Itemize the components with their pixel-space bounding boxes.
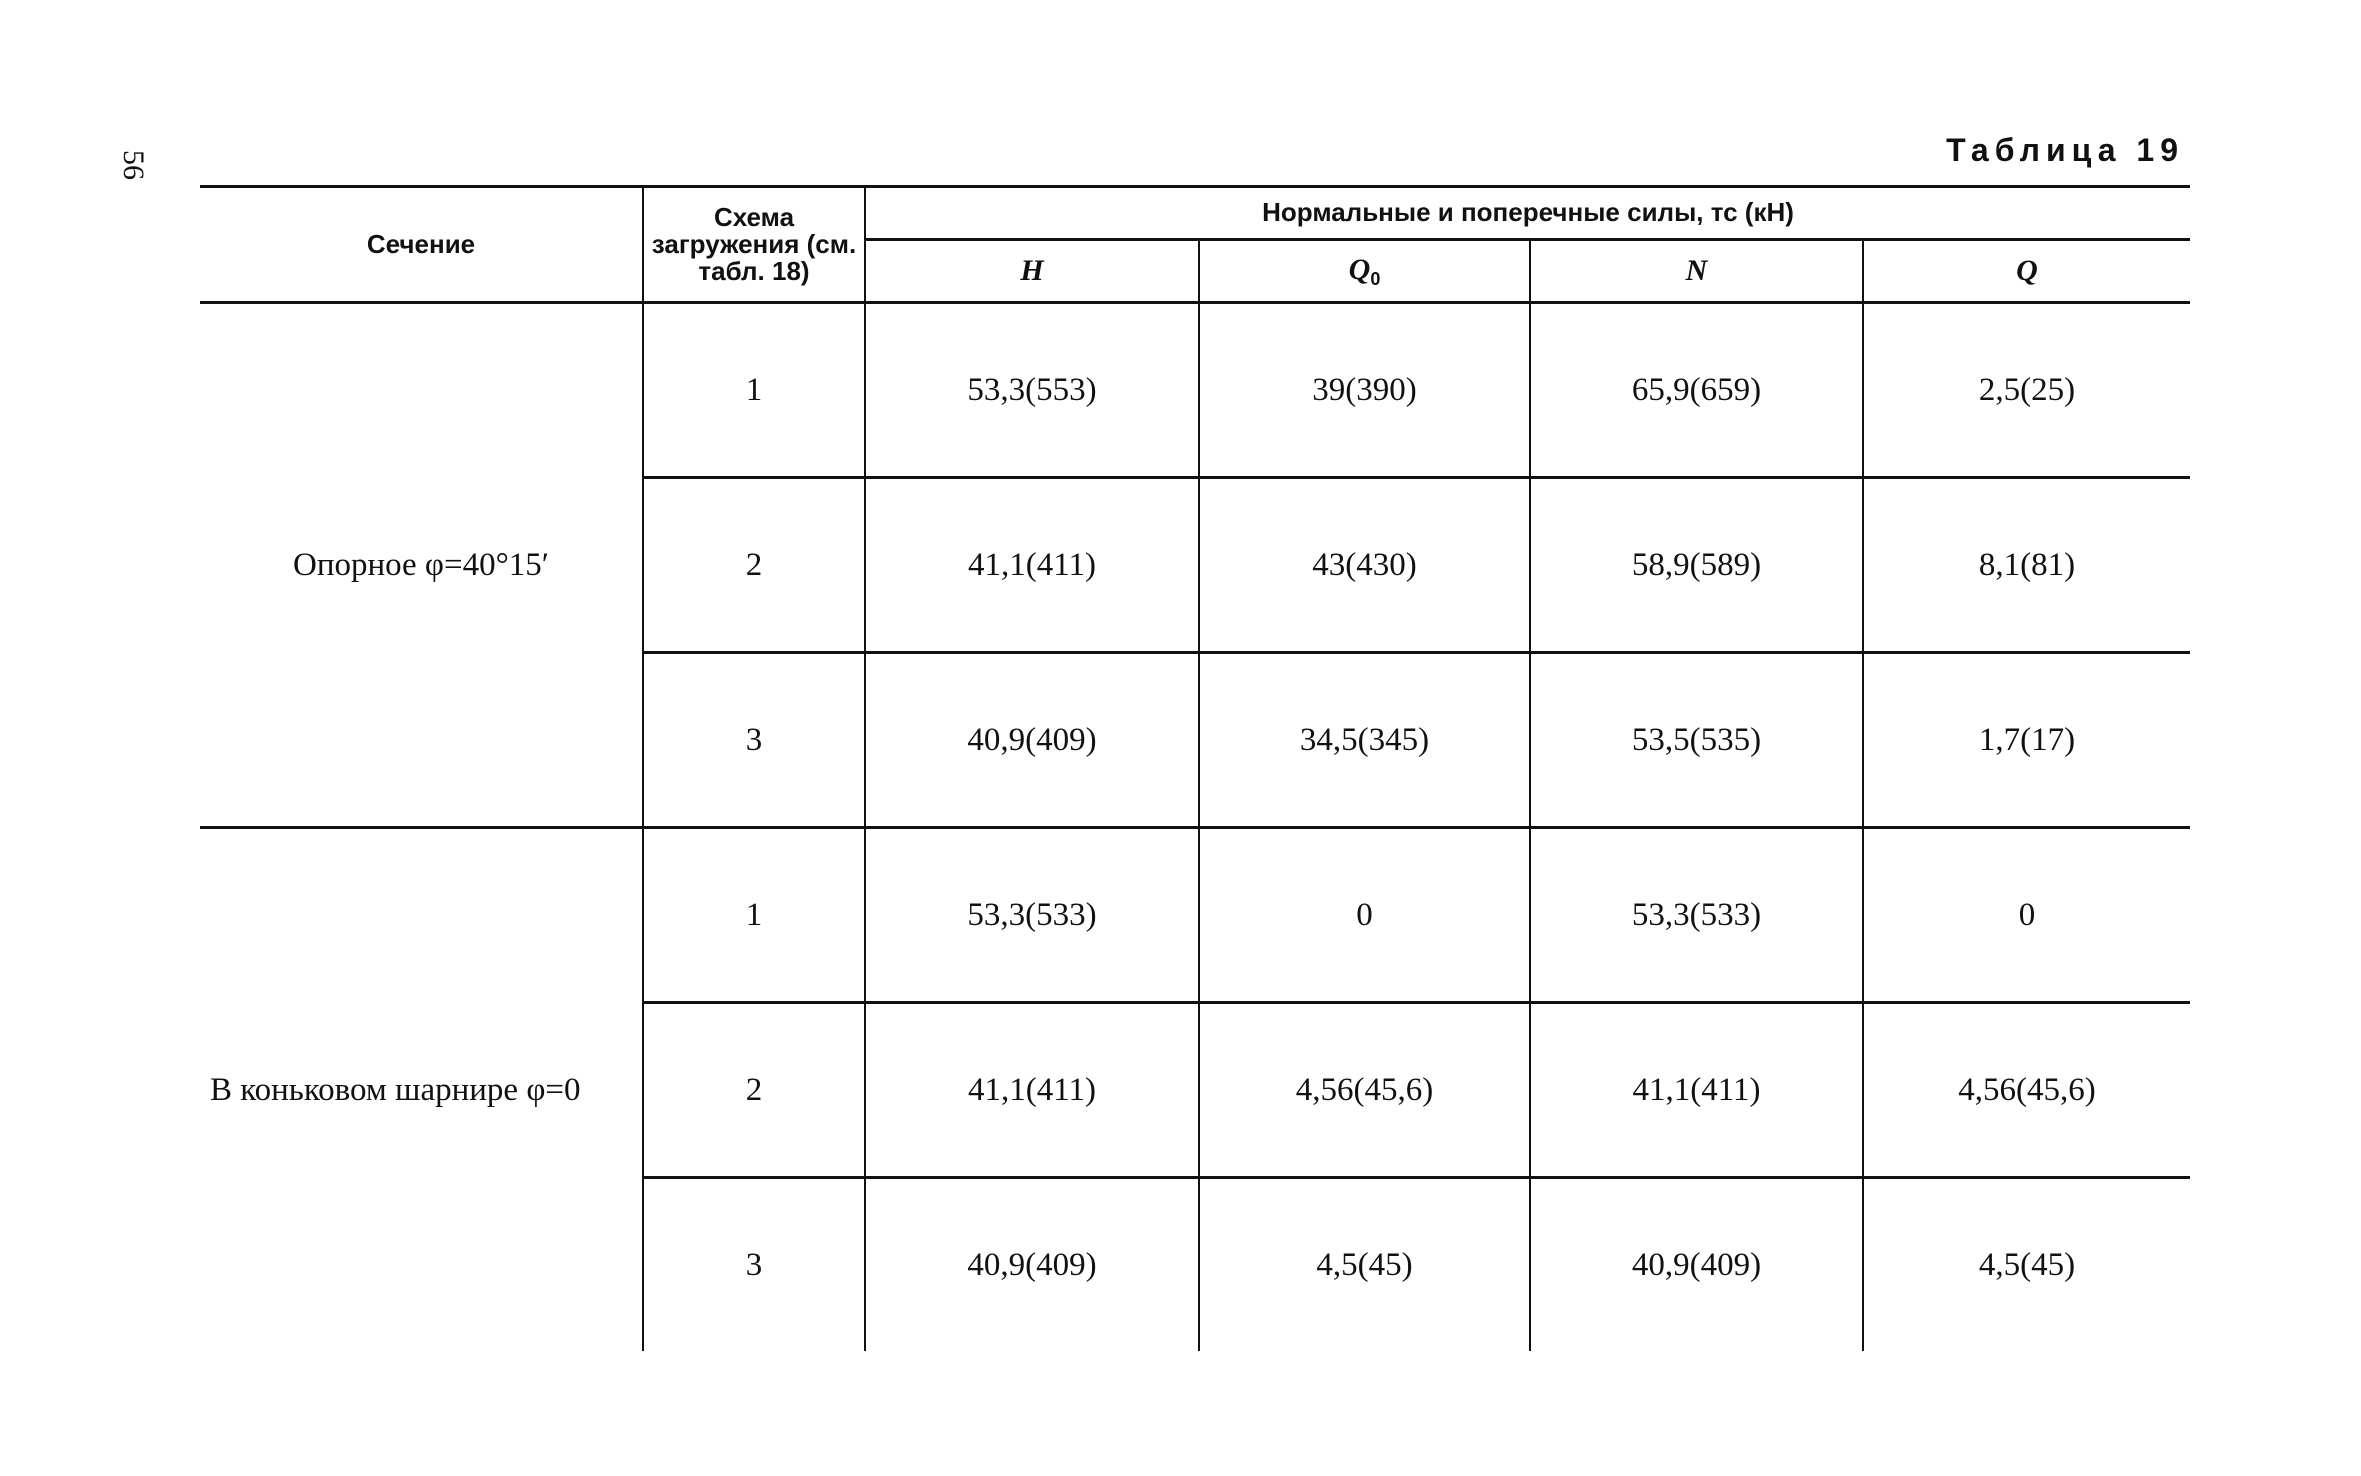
value-n: 53,5(535) (1530, 653, 1863, 828)
value-n: 53,3(533) (1530, 828, 1863, 1003)
scheme-cell: 1 (643, 828, 865, 1003)
value-q0: 39(390) (1199, 303, 1530, 478)
value-q: 1,7(17) (1863, 653, 2190, 828)
value-q: 4,56(45,6) (1863, 1003, 2190, 1178)
value-q: 0 (1863, 828, 2190, 1003)
value-q: 8,1(81) (1863, 478, 2190, 653)
value-h: 53,3(553) (865, 303, 1199, 478)
header-force-q (1863, 240, 2190, 303)
scheme-cell: 1 (643, 303, 865, 478)
section-name-ridge: В коньковом шарнире φ=0 (200, 828, 643, 1352)
value-n: 58,9(589) (1530, 478, 1863, 653)
table-caption: Таблица 19 (1946, 132, 2184, 168)
forces-table (200, 185, 2190, 1351)
value-h: 41,1(411) (865, 1003, 1199, 1178)
header-force-q-symbol: Q (2016, 254, 2038, 288)
value-q: 2,5(25) (1863, 303, 2190, 478)
header-force-h (865, 240, 1199, 303)
value-q: 4,5(45) (1863, 1178, 2190, 1352)
value-n: 40,9(409) (1530, 1178, 1863, 1352)
scheme-cell: 2 (643, 478, 865, 653)
page-number: 56 (117, 150, 150, 180)
value-h: 40,9(409) (865, 653, 1199, 828)
value-h: 53,3(533) (865, 828, 1199, 1003)
value-q0: 34,5(345) (1199, 653, 1530, 828)
header-force-n-symbol: N (1685, 254, 1708, 288)
table-row (200, 303, 2190, 478)
header-force-h-symbol: H (1020, 254, 1044, 288)
header-force-q0 (1199, 240, 1530, 303)
scheme-cell: 3 (643, 1178, 865, 1352)
value-q0: 4,5(45) (1199, 1178, 1530, 1352)
value-q0: 43(430) (1199, 478, 1530, 653)
header-force-q0-symbol: Q (1348, 252, 1371, 286)
table-row (200, 828, 2190, 1003)
scheme-cell: 2 (643, 1003, 865, 1178)
header-forces-group: Нормальные и поперечные силы, тс (кН) (865, 187, 2190, 240)
value-h: 40,9(409) (865, 1178, 1199, 1352)
scheme-cell: 3 (643, 653, 865, 828)
header-scheme: Схема загружения (см. табл. 18) (643, 187, 865, 303)
header-force-n (1530, 240, 1863, 303)
value-q0: 0 (1199, 828, 1530, 1003)
value-q0: 4,56(45,6) (1199, 1003, 1530, 1178)
value-n: 65,9(659) (1530, 303, 1863, 478)
header-force-q0-subscript: 0 (1370, 268, 1381, 289)
value-h: 41,1(411) (865, 478, 1199, 653)
value-n: 41,1(411) (1530, 1003, 1863, 1178)
section-name-support: Опорное φ=40°15′ (292, 546, 550, 583)
header-section: Сечение (200, 187, 643, 303)
